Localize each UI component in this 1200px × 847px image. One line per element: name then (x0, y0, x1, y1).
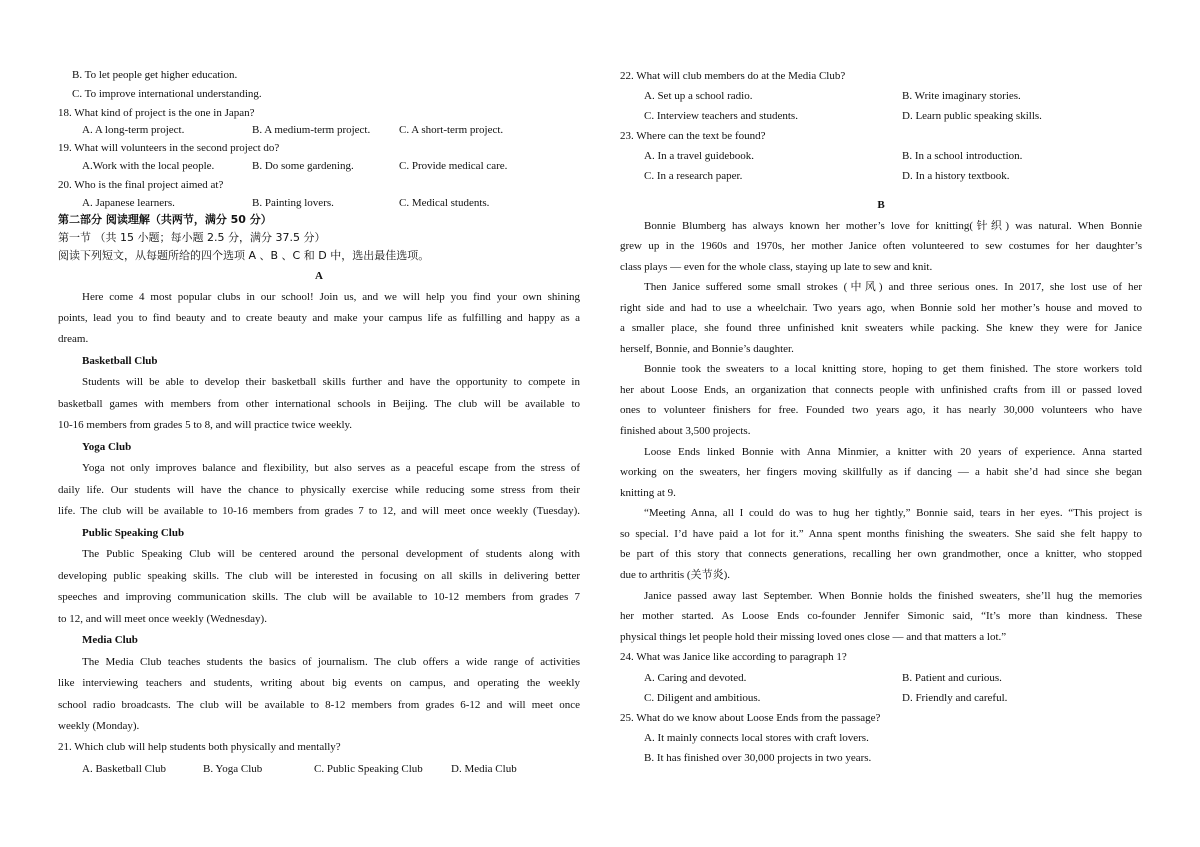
p1-line: grew up in the 1960s and 1970s, her mother Janice often volunteered to sew costumes for her daughter’s (620, 240, 1142, 252)
p5-line: so special. I’d have paid a lot for it.” Anna spent months finishing the sweaters. She said she felt happy to (620, 528, 1142, 540)
section1-title: 第一节 （共 15 小题；每小题 2.5 分，满分 37.5 分） (58, 231, 326, 244)
q19-option-a: A.Work with the local people. (82, 160, 215, 172)
q21-option-b: B. Yoga Club (203, 763, 263, 775)
speaking-line: to 12, and will meet once weekly (Wednesday). (58, 613, 267, 625)
intro-line: dream. (58, 333, 89, 345)
q21-option-c: C. Public Speaking Club (314, 763, 423, 775)
yoga-heading: Yoga Club (82, 441, 132, 453)
part2-title: 第二部分 阅读理解（共两节，满分 50 分） (58, 213, 272, 226)
p5-line: due to arthritis (关节炎). (620, 569, 730, 581)
q23-option-a: A. In a travel guidebook. (644, 150, 754, 162)
q20-stem: 20. Who is the final project aimed at? (58, 179, 224, 191)
basketball-heading: Basketball Club (82, 355, 158, 367)
q24-option-a: A. Caring and devoted. (644, 672, 747, 684)
q24-stem: 24. What was Janice like according to paragraph 1? (620, 651, 847, 663)
p2-line: Then Janice suffered some small strokes (中风) and three serious ones. In 2017, she lost use of her (644, 281, 1142, 293)
q23-option-c: C. In a research paper. (644, 170, 743, 182)
p1-line: Bonnie Blumberg has always known her mother’s love for knitting(针织) was natural. When Bonnie (644, 220, 1142, 232)
q23-option-b: B. In a school introduction. (902, 150, 1023, 162)
media-line: like interviewing teachers and students, writing about big events on campus, and operating the weekly (58, 677, 580, 689)
q20-option-b: B. Painting lovers. (252, 197, 334, 209)
intro-line: points, lead you to find beauty and to create beauty and make your campus life as fulfilling and happy as a (58, 312, 580, 324)
p5-line: be part of this story that connects generations, recalling her own grandmother, once a knitter, who stopped (620, 548, 1142, 560)
p3-line: finished about 3,500 projects. (620, 425, 751, 437)
yoga-line: daily life. Our students will have the chance to physically exercise while reducing some stress from their (58, 484, 580, 496)
basketball-line: basketball games with members from other international schools in Beijing. The club will be available to (58, 398, 580, 410)
p3-line: Bonnie took the sweaters to a local knitting store, hoping to get them finished. The store workers told (644, 363, 1142, 375)
q22-option-a: A. Set up a school radio. (644, 90, 753, 102)
media-line: The Media Club teaches students the basics of journalism. The club offers a wide range of activities (82, 656, 580, 668)
q20-option-a: A. Japanese learners. (82, 197, 175, 209)
q18-option-a: A. A long-term project. (82, 124, 185, 136)
q24-option-c: C. Diligent and ambitious. (644, 692, 761, 704)
p5-line: “Meeting Anna, all I could do was to hug her tightly,” Bonnie said, tears in her eyes. “This project is (644, 507, 1142, 519)
speaking-heading: Public Speaking Club (82, 527, 185, 539)
q19-option-c: C. Provide medical care. (399, 160, 508, 172)
q24-option-d: D. Friendly and careful. (902, 692, 1008, 704)
q17-option-b: B. To let people get higher education. (72, 69, 238, 81)
speaking-line: speeches and improving communication skills. The club will be available to 10-12 members from grades 7 (58, 591, 580, 603)
p1-line: class plays — even for the whole class, staying up late to sew and knit. (620, 261, 933, 273)
q22-option-d: D. Learn public speaking skills. (902, 110, 1042, 122)
p6-line: Janice passed away last September. When Bonnie holds the finished sweaters, she’ll hug the memories (644, 590, 1142, 602)
instructions: 阅读下列短文，从每题所给的四个选项 A 、B 、C 和 D 中，选出最佳选项。 (58, 249, 430, 262)
media-line: weekly (Monday). (58, 720, 140, 732)
q22-stem: 22. What will club members do at the Media Club? (620, 70, 846, 82)
q21-stem: 21. Which club will help students both physically and mentally? (58, 741, 341, 753)
q19-stem: 19. What will volunteers in the second project do? (58, 142, 280, 154)
p6-line: her mother started. As Loose Ends co-founder Jennifer Simonic said, “It’s more than kindness. These (620, 610, 1142, 622)
p4-line: knitting at 9. (620, 487, 676, 499)
p3-line: ones to volunteer finishers for free. Founded two years ago, it has nearly 30,000 volunteers who have (620, 404, 1142, 416)
passage-b-label: B (877, 199, 885, 211)
speaking-line: The Public Speaking Club will be centered around the personal development of students along with (82, 548, 580, 560)
speaking-line: developing public speaking skills. The club will be interested in focusing on all skills in delivering better (58, 570, 580, 582)
q22-option-b: B. Write imaginary stories. (902, 90, 1021, 102)
q25-option-b: B. It has finished over 30,000 projects in two years. (644, 752, 872, 764)
p6-line: physical things let people hold their missing loved ones close — and that matters a lot.” (620, 631, 1007, 643)
q24-option-b: B. Patient and curious. (902, 672, 1002, 684)
p2-line: herself, Bonnie, and Bonnie’s daughter. (620, 343, 794, 355)
p2-line: a smaller place, she found three unfinished knit sweaters while packing. She knew they were for Janice (620, 322, 1142, 334)
q17-option-c: C. To improve international understanding. (72, 88, 262, 100)
q25-stem: 25. What do we know about Loose Ends from the passage? (620, 712, 881, 724)
p2-line: right side and had to use a wheelchair. Two years ago, when Bonnie sold her mother’s house and moved to (620, 302, 1142, 314)
yoga-line: Yoga not only improves balance and flexibility, but also serves as a peaceful escape from the stress of (82, 462, 580, 474)
basketball-line: 10-16 members from grades 5 to 8, and will practice twice weekly. (58, 419, 353, 431)
q23-option-d: D. In a history textbook. (902, 170, 1010, 182)
p4-line: Loose Ends linked Bonnie with Anna Minmier, a knitter with 20 years of experience. Anna started (644, 446, 1142, 458)
q20-option-c: C. Medical students. (399, 197, 490, 209)
q19-option-b: B. Do some gardening. (252, 160, 354, 172)
basketball-line: Students will be able to develop their basketball skills further and have the opportunity to compete in (82, 376, 580, 388)
q18-option-b: B. A medium-term project. (252, 124, 371, 136)
passage-a-label: A (315, 270, 323, 282)
q22-option-c: C. Interview teachers and students. (644, 110, 798, 122)
media-heading: Media Club (82, 634, 138, 646)
q21-option-a: A. Basketball Club (82, 763, 167, 775)
p3-line: her about Loose Ends, an organization that connects people with unfinished crafts from ill or passed loved (620, 384, 1142, 396)
intro-line: Here come 4 most popular clubs in our school! Join us, and we will help you find your own shining (82, 291, 580, 303)
q23-stem: 23. Where can the text be found? (620, 130, 766, 142)
q18-option-c: C. A short-term project. (399, 124, 504, 136)
q21-option-d: D. Media Club (451, 763, 517, 775)
media-line: school radio broadcasts. The club will be available to 8-12 members from grades 6-12 and will meet once (58, 699, 580, 711)
yoga-line: life. The club will be available to 10-16 members from grades 7 to 12, and will meet once weekly (Tuesday). (58, 505, 580, 517)
q18-stem: 18. What kind of project is the one in Japan? (58, 107, 255, 119)
q25-option-a: A. It mainly connects local stores with craft lovers. (644, 732, 869, 744)
p4-line: working on the sweaters, her fingers moving skillfully as if dancing — a habit she’d had since she began (620, 466, 1142, 478)
